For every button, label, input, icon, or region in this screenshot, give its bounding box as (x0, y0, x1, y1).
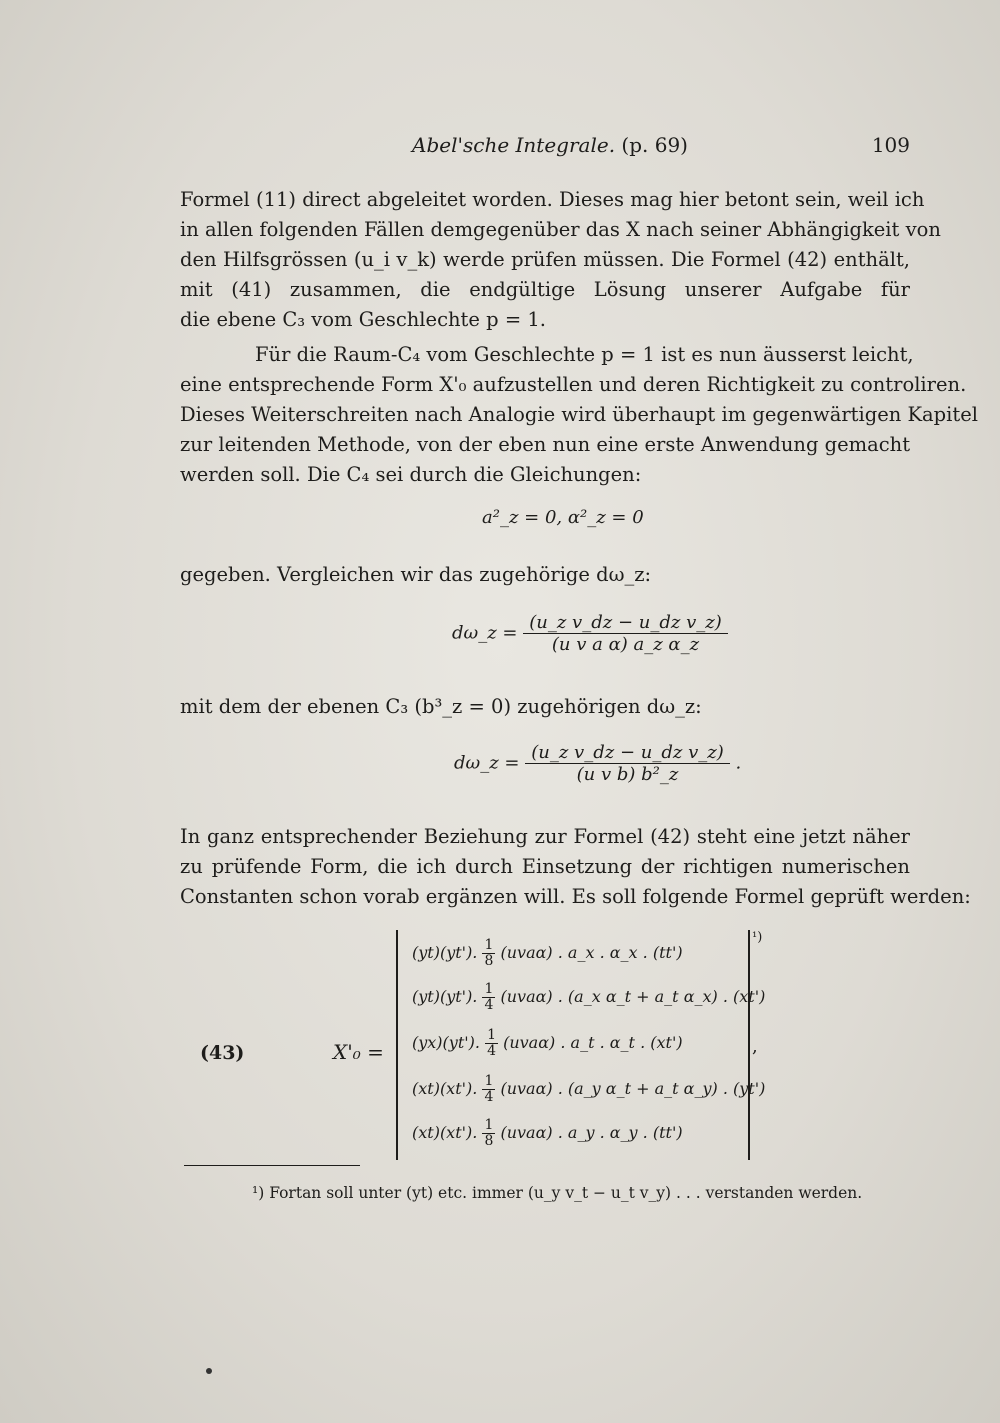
text-line: mit dem der ebenen C₃ (b³_z = 0) zugehörigen dω_z: (180, 695, 702, 718)
equation-1: a²_z = 0, α²_z = 0 (482, 507, 644, 528)
header-title: Abel'sche Integrale. (p. 69) (412, 133, 688, 157)
text-line: in allen folgenden Fällen demgegenüber das X nach seiner Abhängigkeit von (180, 218, 941, 241)
fraction-numerator: (u_z v_dz − u_dz v_z) (523, 612, 728, 634)
coefficient: $\frac{1}{8}$ (484, 937, 494, 969)
fraction-denominator: (u v b) b²_z (576, 764, 679, 785)
matrix-row: (yt)(yt'). $\frac{1}{4}$ (uvaα) . (a_x α_t + a_t α_x) . (xt') (412, 981, 766, 1013)
coefficient: $\frac{1}{4}$ (484, 1073, 494, 1105)
paragraph-2 (180, 340, 979, 490)
paragraph-1 (180, 185, 941, 335)
paragraph-5 (180, 822, 971, 912)
equation-3 (454, 742, 741, 785)
formula-matrix (396, 930, 766, 1160)
matrix-row: (xt)(xt'). $\frac{1}{8}$ (uvaα) . a_y . α_y . (tt') (412, 1117, 683, 1149)
text-line: mit (41) zusammen, die endgültige Lösung unserer Aufgabe für (180, 278, 910, 301)
matrix-row: (yx)(yt'). $\frac{1}{4}$ (uvaα) . a_t . α_t . (xt') (412, 1027, 683, 1059)
matrix-row: (yt)(yt'). $\frac{1}{8}$ (uvaα) . a_x . α_x . (tt') (412, 937, 683, 969)
footnote: ¹) Fortan soll unter (yt) etc. immer (u_y v_t − u_t v_y) . . . verstanden werden. (252, 1184, 863, 1202)
text-line: zu prüfende Form, die ich durch Einsetzung der richtigen numerischen (180, 855, 910, 878)
text-line: Für die Raum-C₄ vom Geschlechte p = 1 ist es nun äusserst leicht, (255, 343, 914, 366)
eq-period: . (735, 752, 742, 774)
text-line: zur leitenden Methode, von der eben nun eine erste Anwendung gemacht (180, 433, 911, 456)
fraction (525, 742, 730, 785)
fraction (523, 612, 728, 655)
text-line: eine entsprechende Form X'₀ aufzustellen und deren Richtigkeit zu controliren. (180, 373, 967, 396)
text-line: Formel (11) direct abgeleitet worden. Dieses mag hier betont sein, weil ich (180, 188, 925, 211)
running-header (180, 133, 910, 163)
paragraph-3 (180, 560, 910, 590)
coefficient: $\frac{1}{4}$ (487, 1027, 496, 1059)
eq-lhs: dω_z = (454, 752, 520, 774)
text-line: werden soll. Die C₄ sei durch die Gleichungen: (180, 463, 642, 486)
paragraph-4 (180, 692, 910, 722)
coefficient: $\frac{1}{4}$ (484, 981, 494, 1013)
coefficient: $\frac{1}{8}$ (484, 1117, 494, 1149)
eq-lhs: dω_z = (452, 622, 518, 644)
text-line: Constanten schon vorab ergänzen will. Es soll folgende Formel geprüft werden: (180, 885, 971, 908)
text-line: Dieses Weiterschreiten nach Analogie wird überhaupt im gegenwärtigen Kapitel (180, 403, 979, 426)
text-line: die ebene C₃ vom Geschlechte p = 1. (180, 308, 546, 331)
page-number: 109 (871, 133, 910, 157)
footnote-marker: ¹) (752, 930, 763, 945)
equation-number: (43) (200, 1042, 245, 1064)
fraction-numerator: (u_z v_dz − u_dz v_z) (525, 742, 730, 764)
text-line: gegeben. Vergleichen wir das zugehörige dω_z: (180, 563, 652, 586)
text-line: den Hilfsgrössen (u_i v_k) werde prüfen müssen. Die Formel (42) enthält, (180, 248, 910, 271)
formula-comma: , (752, 1036, 758, 1057)
equation-2 (452, 612, 728, 655)
ink-speck (206, 1368, 212, 1374)
matrix-row: (xt)(xt'). $\frac{1}{4}$ (uvaα) . (a_y α_t + a_t α_y) . (yt') (412, 1073, 766, 1105)
footnote-rule (184, 1165, 360, 1166)
formula-lhs: X'₀ = (333, 1040, 384, 1064)
text-line: In ganz entsprechender Beziehung zur Formel (42) steht eine jetzt näher (180, 825, 910, 848)
fraction-denominator: (u v a α) a_z α_z (551, 634, 700, 655)
